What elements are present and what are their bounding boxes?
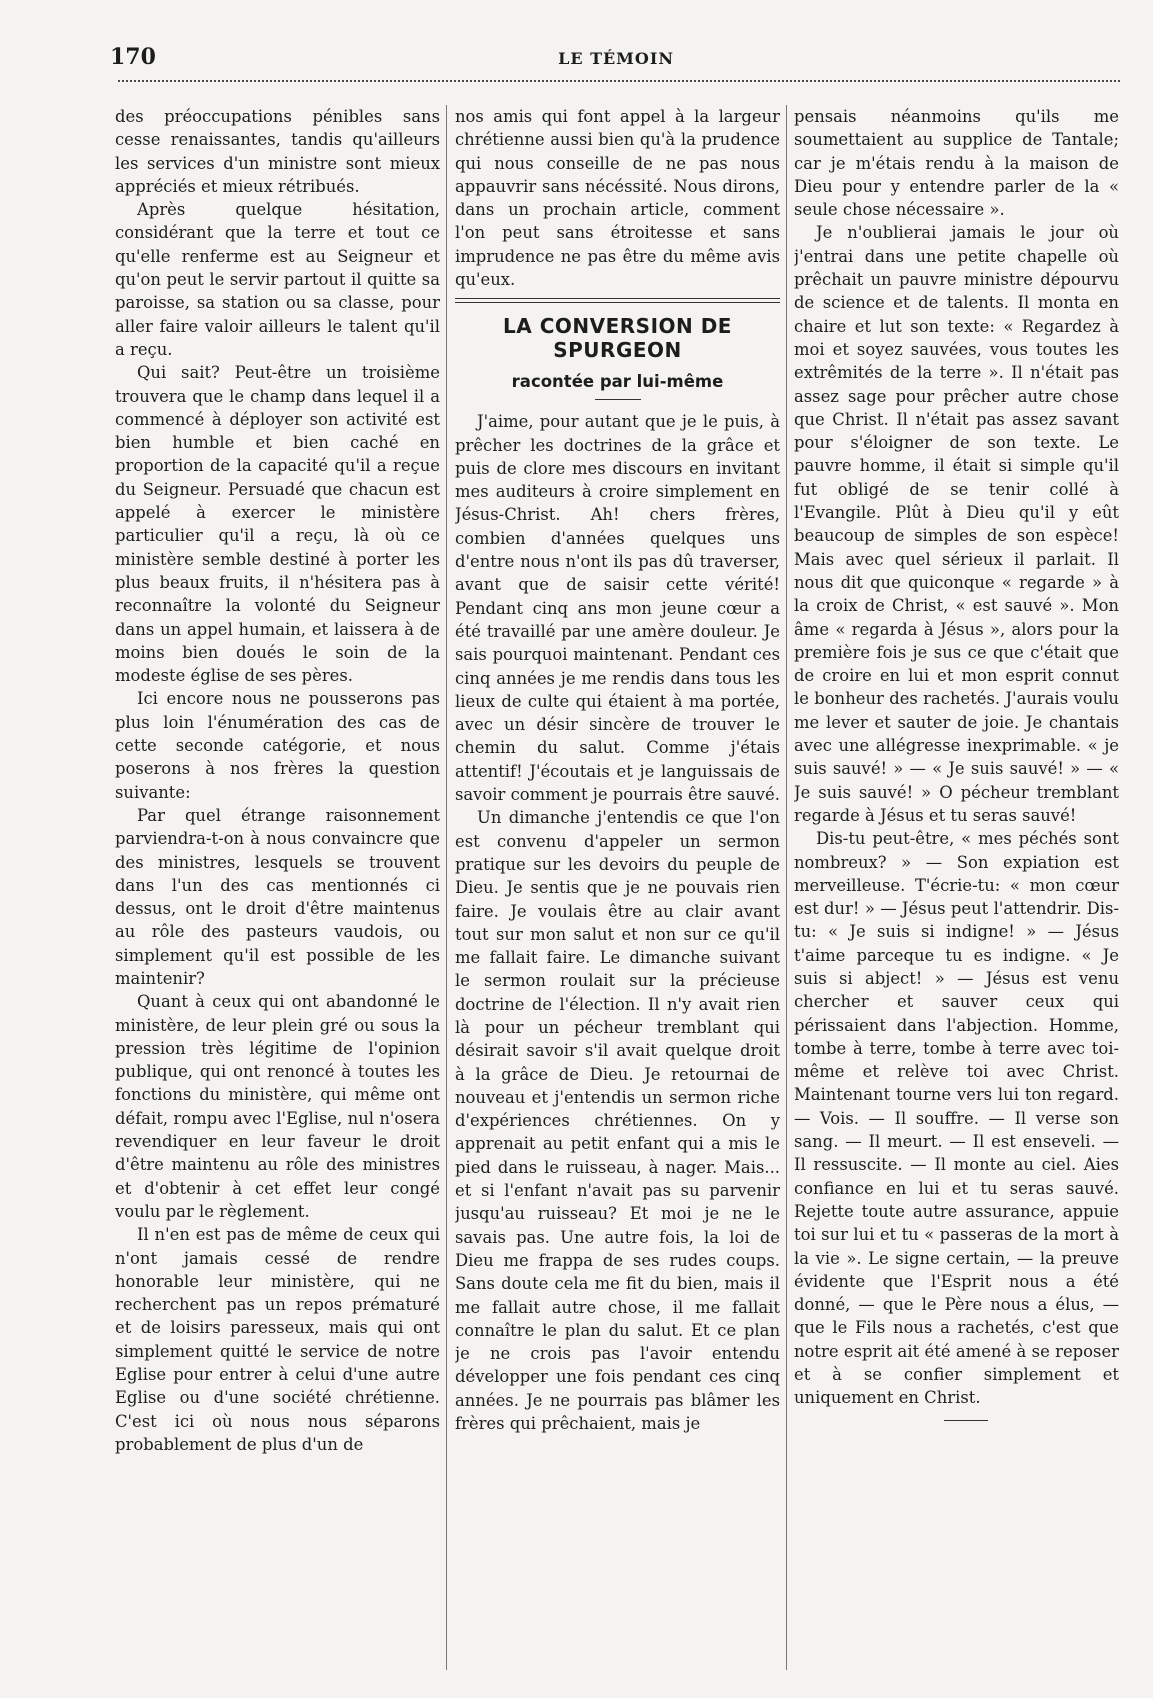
title-divider bbox=[595, 399, 641, 400]
page-header bbox=[110, 44, 1122, 74]
paragraph: Il n'en est pas de même de ceux qui n'ont jamais cessé de rendre honorable leur ministère, qui ne recherchent pas un repos prématuré et de loisirs paresseux, mais qui ont simplement quitté le service de notre Eglise pour entrer à celui d'une autre Eglise ou d'une société chrétienne. C'est ici où nous nous séparons probablement de plus d'un de bbox=[115, 1225, 440, 1454]
paragraph: Par quel étrange raisonnement parviendra-t-on à nous convaincre que des ministres, lesquels se trouvent dans l'un des cas mentionnés ci dessus, ont le droit d'être maintenus au rôle des pasteurs vaudois, ou simplement qu'il est possible de les maintenir? bbox=[115, 805, 440, 988]
running-title: LE TÉMOIN bbox=[558, 49, 674, 68]
paragraph: Ici encore nous ne pousserons pas plus loin l'énumération des cas de cette seconde catégorie, et nous poserons à nos frères la question suivante: bbox=[115, 689, 440, 802]
paragraph: Quant à ceux qui ont abandonné le ministère, de leur plein gré ou sous la pression très légitime de l'opinion publique, qui ont renoncé à toutes les fonctions du ministère, qui même ont défait, rompu avec l'Eglise, nul n'osera revendiquer en leur faveur le droit d'être maintenu au rôle des ministres et d'obtenir à cet effet leur congé voulu par le règlement. bbox=[115, 992, 440, 1221]
article-subtitle: racontée par lui-même bbox=[511, 371, 724, 391]
header-divider bbox=[118, 80, 1120, 82]
column-divider bbox=[786, 105, 787, 1670]
paragraph: Dis-tu peut-être, « mes péchés sont nombreux? » — Son expiation est merveilleuse. T'écrie-tu: « mon cœur est dur! » — Jésus peut l'attendrir. Dis-tu: « Je suis si indigne! » — Jésus t'aime parceque tu es indigne. « Je suis si abject! » — Jésus est venu chercher et sauver ceux qui périssaient dans l'abjection. Homme, tombe à terre, tombe à terre avec toi-même et relève toi avec Christ. Maintenant tourne vers lui ton regard. — Vois. — Il souffre. — Il verse son sang. — Il meurt. — Il est enseveli. — Il ressuscite. — Il monte au ciel. Aies confiance en lui et tu seras sauvé. Rejette toute autre assurance, appuie toi sur lui et tu « passeras de la mort à la vie ». Le signe certain, — la preuve évidente que l'Esprit nous a été donné, — que le Père nous a élus, — que le Fils nous a rachetés, c'est que notre esprit ait été amené à se reposer et à se confier simplement et uniquement en Christ. bbox=[794, 829, 1119, 1408]
article-title: LA CONVERSION DE SPURGEON bbox=[503, 314, 732, 362]
paragraph: Un dimanche j'entendis ce que l'on est convenu d'appeler un sermon pratique sur les devoirs du peuple de Dieu. Je sentis que je ne pouvais rien faire. Je voulais être au clair avant tout sur mon salut et non sur ce qu'il me fallait faire. Le dimanche suivant le sermon roulait sur la précieuse doctrine de l'élection. Il n'y avait rien là pour un pécheur tremblant qui désirait savoir s'il avait quelque droit à la grâce de Dieu. Je retournai de nouveau et j'entendis un sermon riche d'expériences chrétiennes. On y apprenait au petit enfant qui a mis le pied dans le ruisseau, à nager. Mais... et si l'enfant n'avait pas su parvenir jusqu'au ruisseau? Et moi je ne le savais pas. Une autre fois, la loi de Dieu me frappa de ses rudes coups. Sans doute cela me fit du bien, mais il me fallait autre chose, il me fallait connaître le plan du salut. Et ce plan je ne crois pas l'avoir entendu développer une fois pendant ces cinq années. Je ne pourrais pas blâmer les frères qui prêchaient, mais je bbox=[455, 808, 780, 1434]
paragraph: pensais néanmoins qu'ils me soumettaient au supplice de Tantale; car je m'étais rendu à la maison de Dieu pour y entendre parler de la « seule chose nécessaire ». bbox=[794, 107, 1119, 220]
article-end-rule bbox=[944, 1420, 988, 1421]
paragraph: Qui sait? Peut-être un troisième trouvera que le champ dans lequel il a commencé à déployer son activité est bien humble et bien caché en proportion de la capacité qu'il a reçue du Seigneur. Persuadé que chacun est appelé à exercer le ministère particulier qu'il a reçu, là où ce ministère semble destiné à porter les plus beaux fruits, il n'hésitera pas à reconnaître la volonté du Seigneur dans un appel humain, et laissera à de moins bien doués le soin de la modeste église de ses pères. bbox=[115, 363, 440, 686]
paragraph: nos amis qui font appel à la largeur chrétienne aussi bien qu'à la prudence qui nous conseille de ne pas nous appauvrir sans nécéssité. Nous dirons, dans un prochain article, comment l'on peut sans étroitesse et sans imprudence ne pas être du même avis qu'eux. bbox=[455, 107, 780, 290]
column-1 bbox=[115, 105, 440, 1680]
paragraph: des préoccupations pénibles sans cesse renaissantes, tandis qu'ailleurs les services d'un ministre sont mieux appréciés et mieux rétribués. bbox=[115, 107, 440, 196]
page-number: 170 bbox=[110, 44, 156, 70]
column-2 bbox=[455, 105, 780, 1680]
paragraph: Je n'oublierai jamais le jour où j'entrai dans une petite chapelle où prêchait un pauvre ministre dépourvu de science et de talents. Il monta en chaire et lut son texte: « Regardez à moi et soyez sauvées, vous toutes les extrêmités de la terre ». Il n'était pas assez sage pour prêcher autre chose que Christ. Il n'était pas assez savant pour s'éloigner de son texte. Le pauvre homme, il était si simple qu'il fut obligé de se tenir collé à l'Evangile. Plût à Dieu qu'il y eût beaucoup de simples de son espèce! Mais avec quel sérieux il parlait. Il nous dit que quiconque « regarde » à la croix de Christ, « est sauvé ». Mon âme « regarda à Jésus », alors pour la première fois je sus ce que c'était que de croire en lui et mon esprit connut le bonheur des rachetés. J'aurais voulu me lever et sauter de joie. Je chantais avec une allégresse inexprimable. « je suis sauvé! » — « Je suis sauvé! » — « Je suis sauvé! » O pécheur tremblant regarde à Jésus et tu seras sauvé! bbox=[794, 223, 1119, 825]
paragraph: J'aime, pour autant que je le puis, à prêcher les doctrines de la grâce et puis de clore mes discours en invitant mes auditeurs à croire simplement en Jésus-Christ. Ah! chers frères, combien d'années quelques uns d'entre nous n'ont ils pas dû traverser, avant que de saisir cette vérité! Pendant cinq ans mon jeune cœur a été travaillé par une amère douleur. Je sais pourquoi maintenant. Pendant ces cinq années je me rendis dans tous les lieux de culte qui étaient à ma portée, avec un désir sincère de trouver le chemin du salut. Comme j'étais attentif! J'écoutais et je languissais de savoir comment je pourrais être sauvé. bbox=[455, 412, 780, 805]
column-3 bbox=[794, 105, 1119, 1680]
paragraph: Après quelque hésitation, considérant que la terre et tout ce qu'elle renferme est au Seigneur et qu'on peut le servir partout il quitte sa paroisse, sa station ou sa classe, pour aller faire valoir ailleurs le talent qu'il a reçu. bbox=[115, 200, 440, 359]
section-divider bbox=[455, 298, 780, 303]
column-divider bbox=[446, 105, 447, 1670]
